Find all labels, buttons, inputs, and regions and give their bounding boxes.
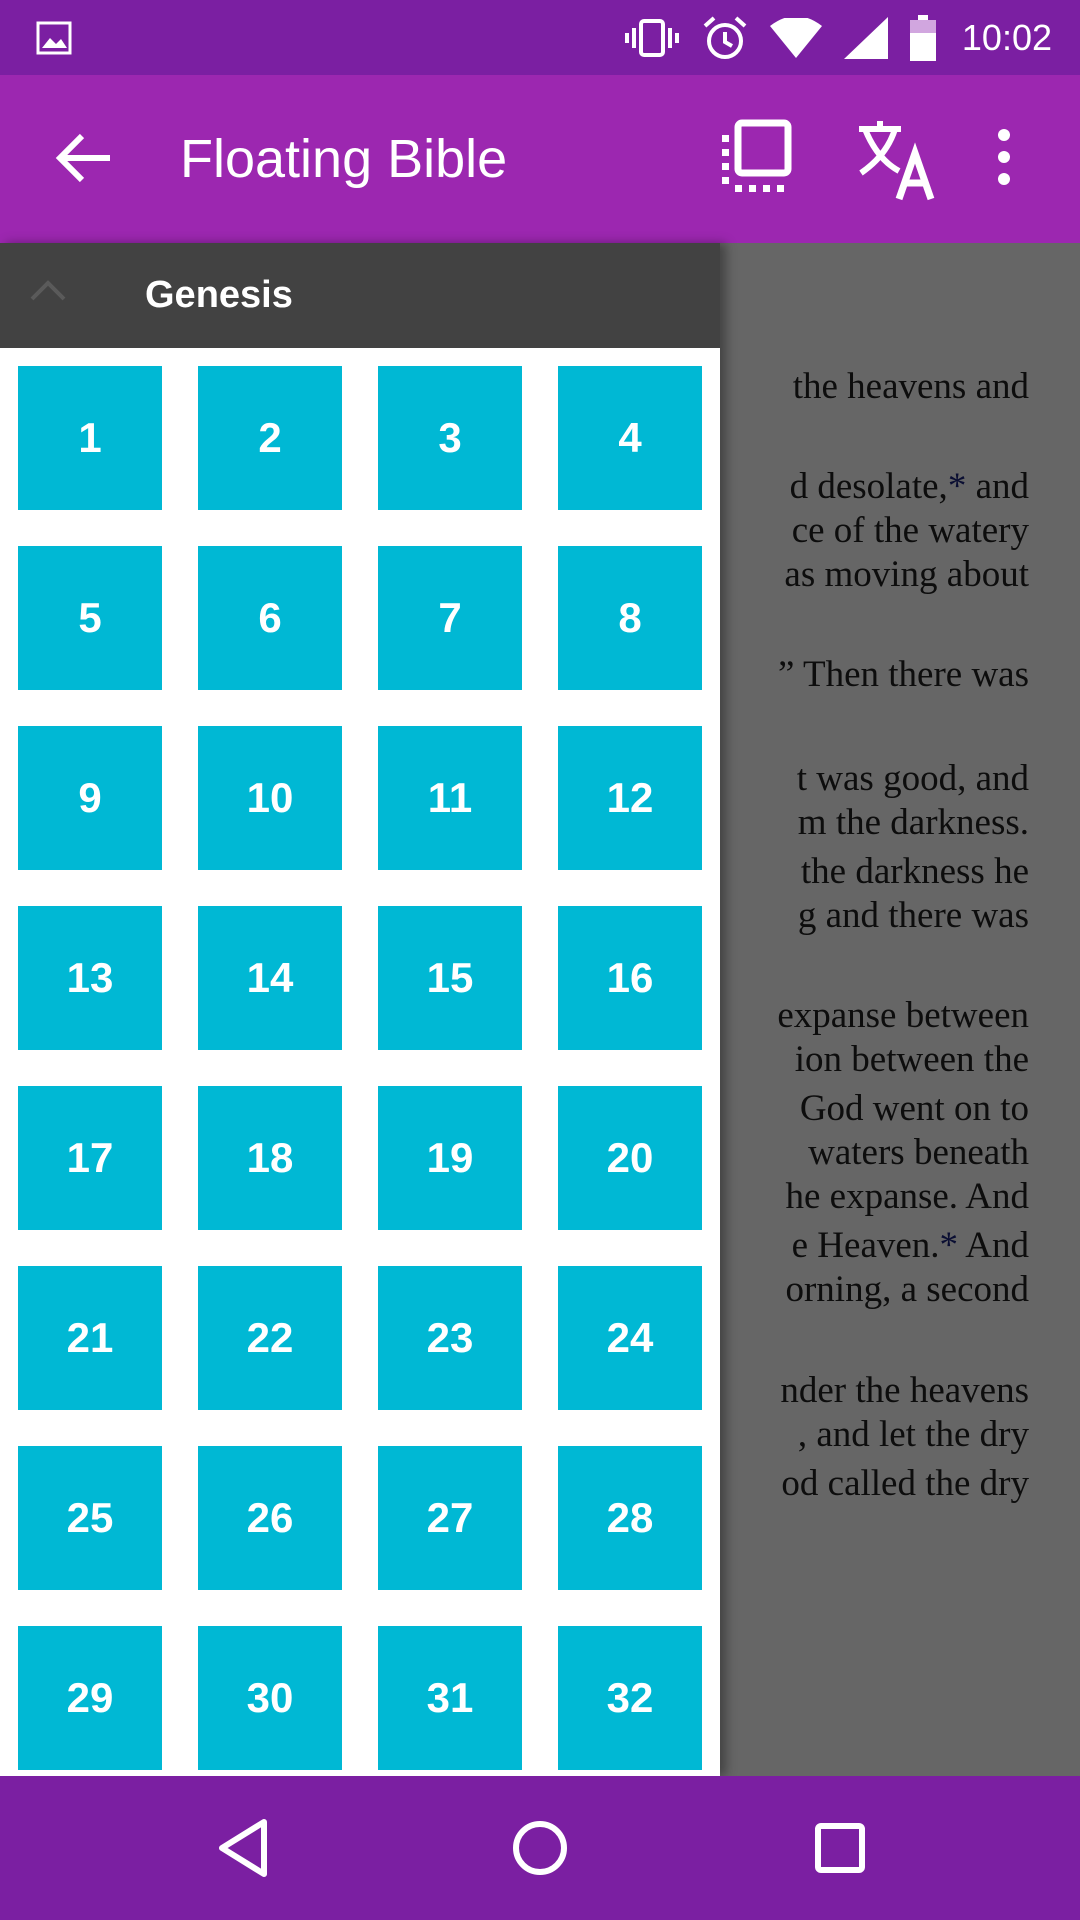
chapter-tile[interactable]: 7 (378, 546, 522, 690)
page-title: Floating Bible (180, 129, 508, 189)
chapter-tile[interactable]: 8 (558, 546, 702, 690)
chapter-tile[interactable]: 24 (558, 1266, 702, 1410)
chapter-tile[interactable]: 16 (558, 906, 702, 1050)
chapter-tile[interactable]: 13 (18, 906, 162, 1050)
signal-icon (844, 17, 888, 59)
chapter-tile[interactable]: 4 (558, 366, 702, 510)
home-circle-icon[interactable] (511, 1816, 569, 1880)
chapter-tile[interactable]: 15 (378, 906, 522, 1050)
chapter-tile[interactable]: 25 (18, 1446, 162, 1590)
image-icon (36, 20, 72, 56)
chapter-tile[interactable]: 26 (198, 1446, 342, 1590)
chapter-tile[interactable]: 1 (18, 366, 162, 510)
chevron-up-icon[interactable] (28, 277, 68, 303)
chapter-tile[interactable]: 14 (198, 906, 342, 1050)
chapter-tile[interactable]: 17 (18, 1086, 162, 1230)
more-vert-icon[interactable] (992, 119, 1016, 195)
chapter-tile[interactable]: 3 (378, 366, 522, 510)
chapter-tile[interactable]: 12 (558, 726, 702, 870)
back-arrow-icon[interactable] (52, 127, 114, 189)
window-mode-icon[interactable] (718, 119, 794, 195)
chapter-tile[interactable]: 5 (18, 546, 162, 690)
chapter-tile[interactable]: 23 (378, 1266, 522, 1410)
chapter-tile[interactable]: 2 (198, 366, 342, 510)
chapter-tile[interactable]: 10 (198, 726, 342, 870)
chapter-tile[interactable]: 21 (18, 1266, 162, 1410)
alarm-icon (702, 16, 748, 60)
wifi-icon (770, 18, 822, 58)
vibrate-icon (624, 18, 680, 58)
translate-icon[interactable] (855, 119, 945, 201)
chapter-tile[interactable]: 20 (558, 1086, 702, 1230)
status-bar (0, 0, 1080, 75)
chapter-tile[interactable]: 18 (198, 1086, 342, 1230)
app-bar (0, 75, 1080, 243)
chapter-tile[interactable]: 27 (378, 1446, 522, 1590)
chapter-tile[interactable]: 31 (378, 1626, 522, 1770)
book-name: Genesis (145, 274, 293, 316)
chapter-tile[interactable]: 30 (198, 1626, 342, 1770)
chapter-tile[interactable]: 19 (378, 1086, 522, 1230)
battery-icon (910, 15, 936, 61)
book-header[interactable] (0, 243, 720, 348)
chapter-tile[interactable]: 9 (18, 726, 162, 870)
chapter-tile[interactable]: 32 (558, 1626, 702, 1770)
back-triangle-icon[interactable] (214, 1816, 270, 1880)
chapter-tile[interactable]: 29 (18, 1626, 162, 1770)
chapter-tile[interactable]: 28 (558, 1446, 702, 1590)
chapter-tile[interactable]: 22 (198, 1266, 342, 1410)
chapter-tile[interactable]: 11 (378, 726, 522, 870)
system-nav-bar (0, 1776, 1080, 1920)
recents-square-icon[interactable] (814, 1816, 866, 1880)
status-time: 10:02 (961, 16, 1052, 58)
chapter-tile[interactable]: 6 (198, 546, 342, 690)
chapter-drawer (0, 243, 720, 1776)
